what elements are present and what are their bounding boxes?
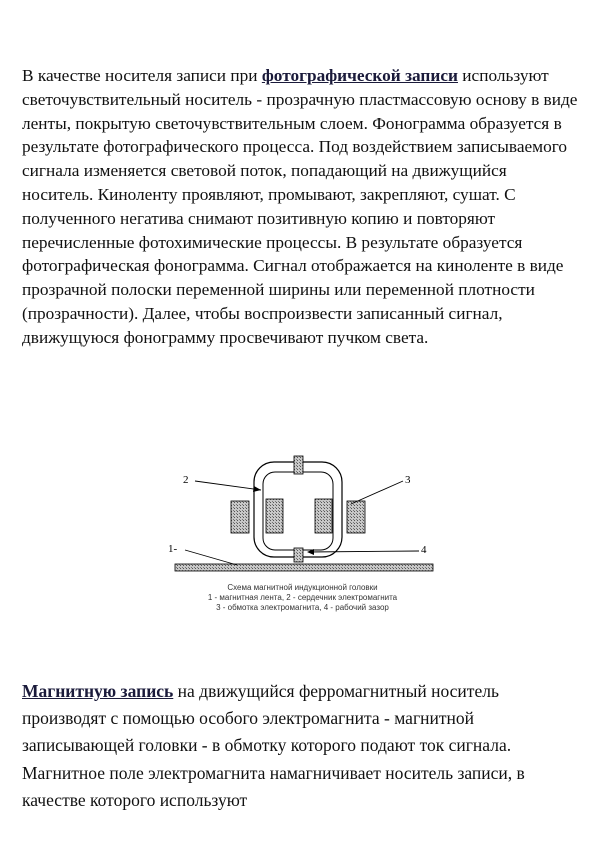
coil-right-outer <box>347 501 365 533</box>
top-gap <box>294 456 303 474</box>
working-gap <box>294 548 303 562</box>
magnetic-head-drawing <box>165 454 440 584</box>
paragraph1-body: используют светочувствительный носитель - прозрачную пластмассовую основу в виде ленты, покрытую светочувствительным слоем. Фонограмма образуется в результате фотографического процесса. Под воздействием записываемого сигнала изменяется световой поток, попадающий на движущийся носитель. Киноленту проявляют, промывают, закрепляют, сушат. С полученного негатива снимают позитивную копию и повторяют перечисленные фотохимические процессы. В результате образуется фотографическая фонограмма. Сигнал отображается на киноленте в виде прозрачной полоски переменной ширины или переменной плотности (прозрачности). Далее, чтобы воспроизвести записанный сигнал, движущуюся фонограмму просвечивают пучком света. <box>22 66 578 347</box>
paragraph2-body: на движущийся ферромагнитный носитель производят с помощью особого электромагнита - магнитной записывающей головки - в обмотку которого подают ток сигнала. Магнитное поле электромагнита намагничивает носитель записи, в качестве которого используют <box>22 681 525 810</box>
caption-line-3: 3 - обмотка электромагнита, 4 - рабочий зазор <box>216 603 389 612</box>
label-3: 3 <box>405 474 411 486</box>
paragraph-magnetic-recording <box>22 678 582 814</box>
coil-left-outer <box>231 501 249 533</box>
leader-3 <box>351 481 403 504</box>
leader-2 <box>195 481 261 490</box>
paragraph-photographic-recording <box>22 64 582 350</box>
magnetic-tape <box>175 564 433 571</box>
leader-1 <box>185 550 237 565</box>
figure-caption <box>165 583 440 613</box>
magnetic-head-diagram <box>165 454 440 624</box>
label-4: 4 <box>421 544 427 556</box>
coil-left-inner <box>266 499 283 533</box>
keyword-photographic-recording: фотографической записи <box>261 66 458 85</box>
coil-right-inner <box>315 499 332 533</box>
keyword-magnetic-recording: Магнитную запись <box>22 681 174 701</box>
caption-line-1: Схема магнитной индукционной головки <box>227 583 378 592</box>
label-2: 2 <box>183 474 189 486</box>
paragraph1-lead: В качестве носителя записи при <box>22 66 262 85</box>
caption-line-2: 1 - магнитная лента, 2 - сердечник электромагнита <box>207 593 398 602</box>
label-1: 1- <box>168 543 178 555</box>
